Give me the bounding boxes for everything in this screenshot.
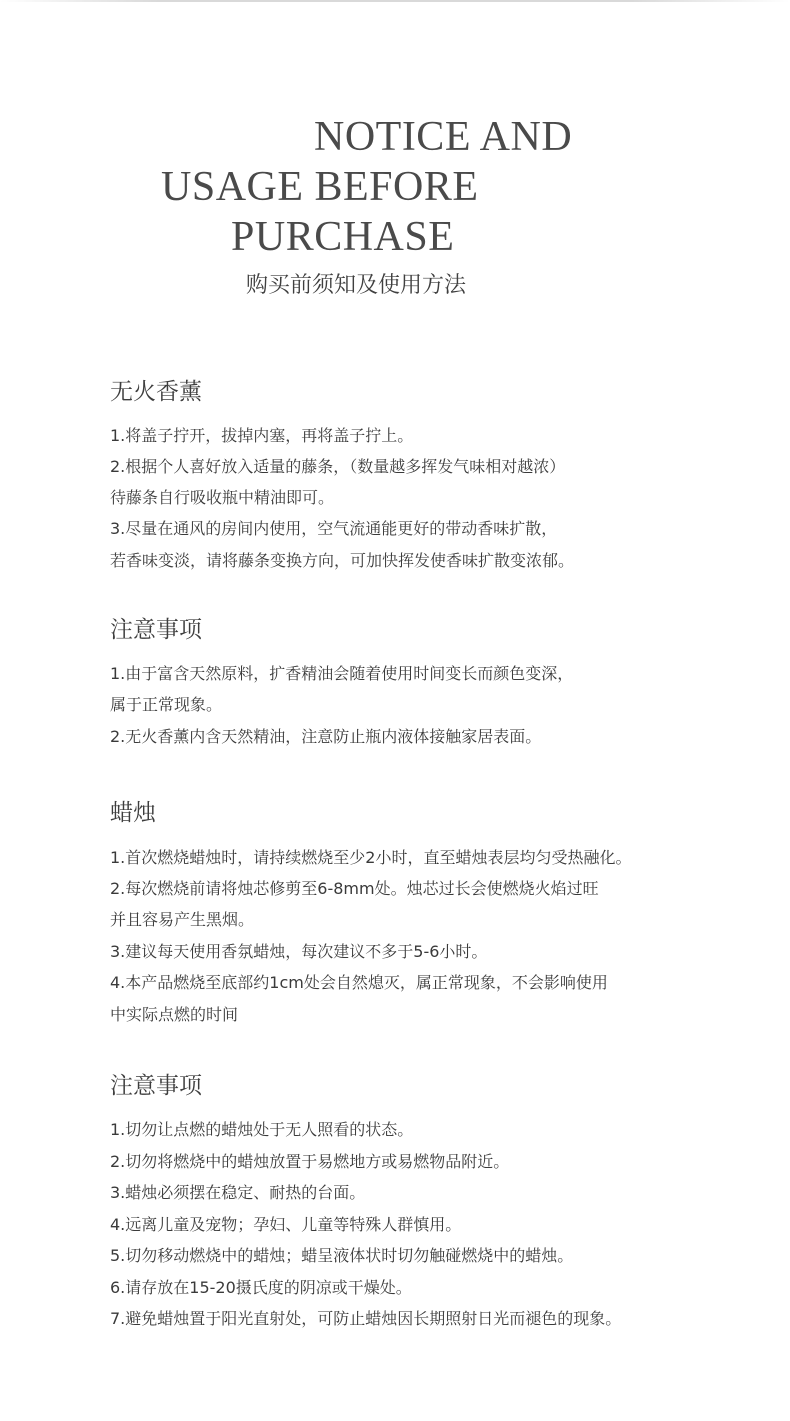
section-heading-candle-notes: 注意事项 xyxy=(110,1073,202,1099)
section-line: 2.无火香薰内含天然精油，注意防止瓶内液体接触家居表面。 xyxy=(110,727,542,746)
section-line: 6.请存放在15-20摄氏度的阴凉或干燥处。 xyxy=(110,1278,412,1297)
section-line: 若香味变淡，请将藤条变换方向，可加快挥发使香味扩散变浓郁。 xyxy=(110,551,575,570)
section-line: 2.每次燃烧前请将烛芯修剪至6-8mm处。烛芯过长会使燃烧火焰过旺 xyxy=(110,879,599,898)
section-heading-candle: 蜡烛 xyxy=(110,800,156,826)
section-line: 中实际点燃的时间 xyxy=(110,1005,239,1024)
section-line: 待藤条自行吸收瓶中精油即可。 xyxy=(110,488,335,507)
section-line: 4.本产品燃烧至底部约1cm处会自然熄灭，属正常现象，不会影响使用 xyxy=(110,973,608,992)
section-line: 1.首次燃烧蜡烛时，请持续燃烧至少2小时，直至蜡烛表层均匀受热融化。 xyxy=(110,848,632,867)
section-line: 5.切勿移动燃烧中的蜡烛；蜡呈液体状时切勿触碰燃烧中的蜡烛。 xyxy=(110,1246,574,1265)
section-line: 2.切勿将燃烧中的蜡烛放置于易燃地方或易燃物品附近。 xyxy=(110,1152,510,1171)
page-title-line-1: NOTICE AND xyxy=(314,114,573,160)
section-line: 2.根据个人喜好放入适量的藤条，（数量越多挥发气味相对越浓） xyxy=(110,457,566,476)
section-line: 3.建议每天使用香氛蜡烛，每次建议不多于5-6小时。 xyxy=(110,942,488,961)
page-title-line-3: PURCHASE xyxy=(231,214,455,260)
page-subtitle: 购买前须知及使用方法 xyxy=(246,273,467,298)
section-line: 1.切勿让点燃的蜡烛处于无人照看的状态。 xyxy=(110,1120,414,1139)
section-line: 并且容易产生黑烟。 xyxy=(110,910,255,929)
section-line: 1.将盖子拧开，拔掉内塞，再将盖子拧上。 xyxy=(110,426,414,445)
section-line: 4.远离儿童及宠物；孕妇、儿童等特殊人群慎用。 xyxy=(110,1215,462,1234)
section-line: 3.蜡烛必须摆在稳定、耐热的台面。 xyxy=(110,1183,366,1202)
section-heading-reed-diffuser: 无火香薰 xyxy=(110,379,202,405)
section-line: 1.由于富含天然原料，扩香精油会随着使用时间变长而颜色变深， xyxy=(110,664,574,683)
top-divider xyxy=(0,0,790,2)
section-line: 7.避免蜡烛置于阳光直射处，可防止蜡烛因长期照射日光而褪色的现象。 xyxy=(110,1309,622,1328)
section-line: 属于正常现象。 xyxy=(110,695,223,714)
section-line: 3.尽量在通风的房间内使用，空气流通能更好的带动香味扩散， xyxy=(110,519,558,538)
page-title-line-2: USAGE BEFORE xyxy=(161,164,479,210)
section-heading-diffuser-notes: 注意事项 xyxy=(110,617,202,643)
